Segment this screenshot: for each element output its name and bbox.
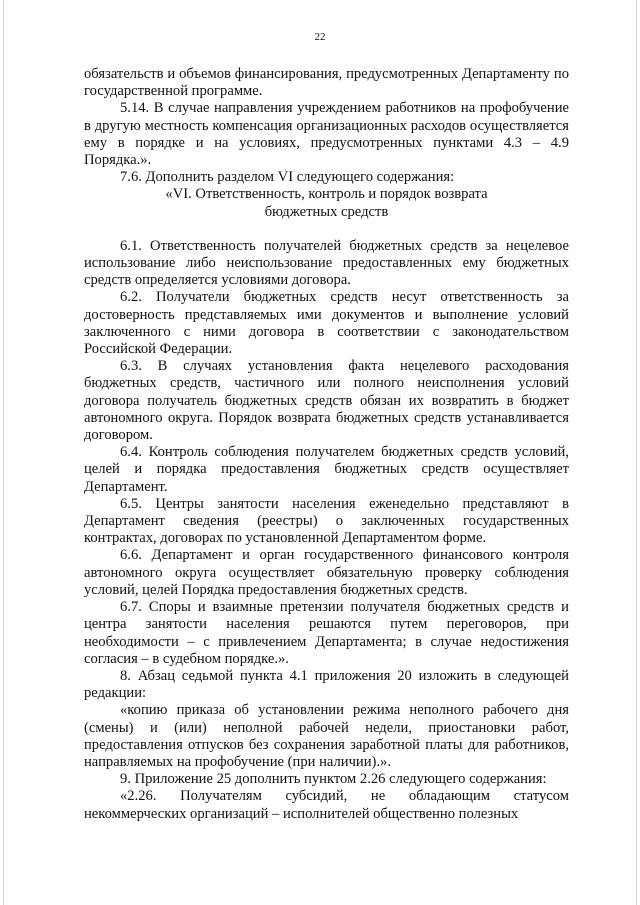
paragraph-continuation: обязательств и объемов финансирования, предусмотренных Департаменту по государственной программе. — [84, 66, 569, 100]
paragraph-2-26: «2.26. Получателям субсидий, не обладающим статусом некоммерческих организаций – исполнителей общественно полезных — [84, 788, 569, 822]
section-heading-line-1: «VI. Ответственность, контроль и порядок возврата — [165, 186, 488, 203]
paragraph-6-7: 6.7. Споры и взаимные претензии получателя бюджетных средств и центра занятости населения решаются путем переговоров, при необходимости – с привлечением Департамента; в случае недостижения согласия – в судебном порядке.». — [84, 599, 569, 667]
paragraph-6-4: 6.4. Контроль соблюдения получателем бюджетных средств условий, целей и порядка предоставления бюджетных средств осуществляет Департамент. — [84, 444, 569, 495]
page-number: 22 — [314, 31, 326, 43]
paragraph-6-5: 6.5. Центры занятости населения еженедельно представляют в Департамент сведения (реестры) о заключенных государственных контрактах, договорах по установленной Департаментом форме. — [84, 495, 569, 547]
paragraph-6-2: 6.2. Получатели бюджетных средств несут ответственность за достоверность представляемых ими документов и выполнение условий заключенного с ними договора в соответствии с законодательством Российской Федерации. — [84, 289, 569, 358]
paragraph-8: 8. Абзац седьмой пункта 4.1 приложения 20 изложить в следующей редакции: — [84, 667, 569, 702]
paragraph-6-3: 6.3. В случаях установления факта нецелевого расходования бюджетных средств, частичного или полного неисполнения условий договора получатель бюджетных средств обязан их возвратить в бюджет автономного округа. Порядок возврата бюджетных средств устанавливается договором. — [84, 358, 569, 444]
paragraph-6-6: 6.6. Департамент и орган государственного финансового контроля автономного округа осуществляет обязательную проверку соблюдения условий, целей Порядка предоставления бюджетных средств. — [84, 547, 569, 598]
section-heading-line-2: бюджетных средств — [264, 203, 389, 220]
paragraph-quote-copy-order: «копию приказа об установлении режима неполного рабочего дня (смены) и (или) неполной рабочей недели, приостановки работ, предоставления отпусков без сохранения заработной платы для работников, направляемых на профобучение (при наличии).». — [84, 702, 569, 770]
paragraph-7-6: 7.6. Дополнить разделом VI следующего содержания: — [120, 169, 455, 186]
document-body — [84, 66, 569, 823]
scan-edge-right — [636, 0, 637, 905]
paragraph-9: 9. Приложение 25 дополнить пунктом 2.26 следующего содержания: — [120, 771, 547, 788]
scan-edge-left — [3, 0, 4, 905]
paragraph-5-14: 5.14. В случае направления учреждением работников на профобучение в другую местность компенсация организационных расходов осуществляется ему в порядке и на условиях, предусмотренных пунктами 4.3 – 4.9 Порядка.». — [84, 100, 569, 169]
paragraph-6-1: 6.1. Ответственность получателей бюджетных средств за нецелевое использование либо неиспользование предоставленных ему бюджетных средств определяется условиями договора. — [84, 237, 569, 289]
